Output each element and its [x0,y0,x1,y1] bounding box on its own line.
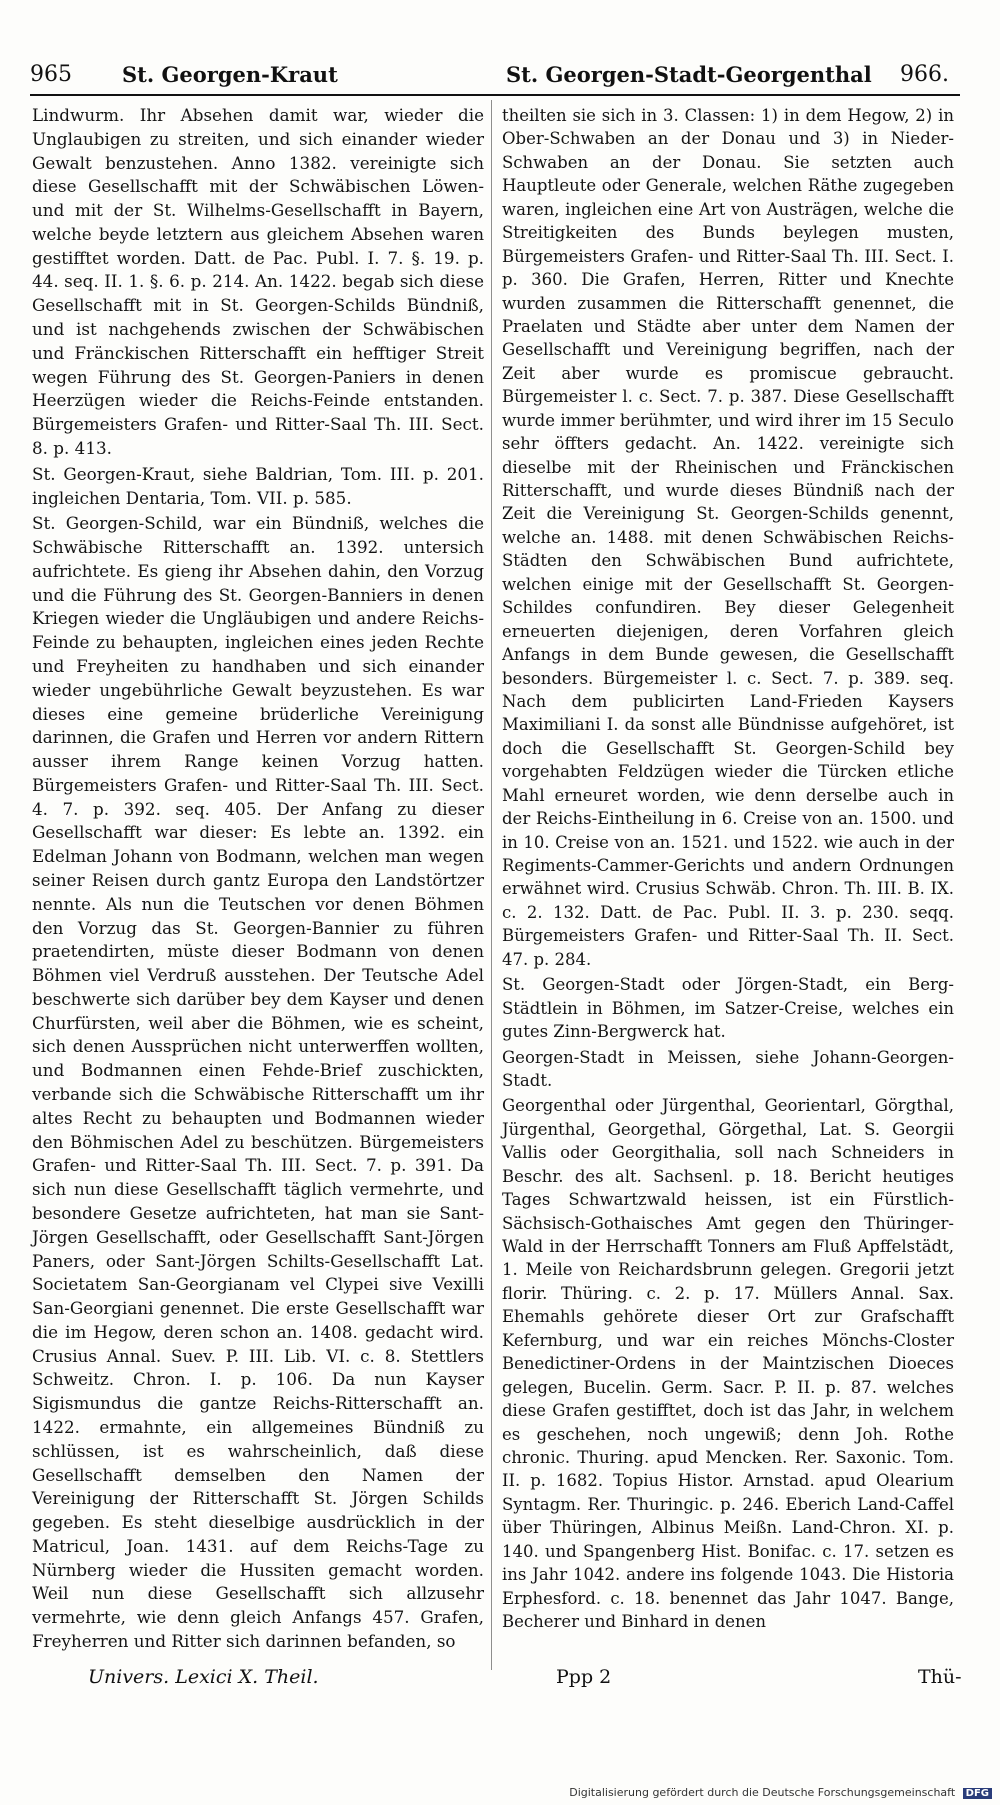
right-page-number: 966. [900,62,949,87]
right-running-title: St. Georgen-Stadt-Georgenthal [506,62,872,87]
entry-georgen-stadt-meissen: Georgen-Stadt in Meissen, siehe Johann-Georgen-Stadt. [502,1047,954,1090]
column-divider [491,100,492,1670]
left-text-column [32,104,484,1654]
entry-st-georgen-kraut: St. Georgen-Kraut, siehe Baldrian, Tom. III. p. 201. ingleichen Dentaria, Tom. VII. p. 585. [32,463,484,508]
right-text-column [502,104,954,1633]
dfg-logo-icon: DFG [963,1788,992,1799]
digitization-credit [569,1786,992,1799]
right-page-header [500,62,960,98]
footer-signature: Ppp 2 [556,1666,612,1688]
credit-text: Digitalisierung gefördert durch die Deutsche Forschungsgemeinschaft [569,1786,956,1799]
left-page-header [30,62,492,98]
footer-volume: Univers. Lexici X. Theil. [88,1666,319,1688]
footer-catchword: Thü- [918,1666,962,1688]
header-rule [30,94,960,96]
paragraph: Lindwurm. Ihr Absehen damit war, wieder die Unglaubigen zu streiten, und sich einander wieder Gewalt benzustehen. Anno 1382. vereinigte sich diese Gesellschafft mit der Schwäbischen Löwen- und mit der St. Wilhelms-Gesellschafft in Bayern, welche beyde letztern aus gleichem Absehen waren gestifftet worden. Datt. de Pac. Publ. I. 7. §. 19. p. 44. seq. II. 1. §. 6. p. 214. An. 1422. begab sich diese Gesellschafft mit in St. Georgen-Schilds Bündniß, und ist nachgehends zwischen der Schwäbischen und Fränckischen Ritterschafft ein hefftiger Streit wegen Führung des St. Georgen-Paniers in denen Heerzügen wieder die Reichs-Feinde entstanden. Bürgemeisters Grafen- und Ritter-Saal Th. III. Sect. 8. p. 413. [32,105,484,458]
entry-georgenthal: Georgenthal oder Jürgenthal, Georientarl, Görgthal, Jürgenthal, Georgethal, Görgethal, Lat. S. Georgii Vallis oder Georgithalia, soll nach Schneiders in Beschr. des alt. Sachsenl. p. 18. Bericht heutiges Tages Schwartzwald heissen, ist ein Fürstlich-Sächsisch-Gothaisches Amt gegen den Thüringer-Wald in der Herrschafft Tonners am Fluß Apffelstädt, 1. Meile von Reichardsbrunn gelegen. Gregorii jetzt florir. Thüring. c. 2. p. 17. Müllers Annal. Sax. Ehemahls gehörete dieser Ort zur Grafschafft Kefernburg, und war ein reiches Mönchs-Closter Benedictiner-Ordens in der Maintzischen Dioeces gelegen, Bucelin. Germ. Sacr. P. II. p. 87. welches diese Grafen gestifftet, doch ist das Jahr, in welchem es geschehen, noch ungewiß; denn Joh. Rothe chronic. Thuring. apud Mencken. Rer. Saxonic. Tom. II. p. 1682. Topius Histor. Arnstad. apud Olearium Syntagm. Rer. Thuringic. p. 246. Eberich Land-Caffel über Thüringen, Albinus Meißn. Land-Chron. XI. p. 140. und Spangenberg Hist. Bonifac. c. 17. setzen es ins Jahr 1042. andere ins folgende 1043. Die Historia Erphesford. c. 18. benennet das Jahr 1047. Bange, Becherer und Binhard in denen [502,1096,954,1631]
left-running-title: St. Georgen-Kraut [122,62,338,87]
entry-st-georgen-schild: St. Georgen-Schild, war ein Bündniß, welches die Schwäbische Ritterschafft an. 1392. untersich aufrichtete. Es gieng ihr Absehen dahin, den Vorzug und die Führung des St. Georgen-Banniers in denen Kriegen wieder die Ungläubigen und andere Reichs-Feinde zu behaupten, ingleichen eines jeden Rechte und Freyheiten zu handhaben und sich einander wieder ungebührliche Gewalt beyzustehen. Es war dieses eine gemeine brüderliche Vereinigung darinnen, die Grafen und Herren vor andern Rittern ausser ihrem Range keinen Vorzug hatten. Bürgemeisters Grafen- und Ritter-Saal Th. III. Sect. 4. 7. p. 392. seq. 405. Der Anfang zu dieser Gesellschafft war dieser: Es lebte an. 1392. ein Edelman Johann von Bodmann, welchen man wegen seiner Reisen durch gantz Europa den Landstörtzer nennte. Als nun die Teutschen vor denen Böhmen den Vorzug das St. Georgen-Bannier zu führen praetendirten, müste dieser Bodmann von denen Böhmen viel Verdruß ausstehen. Der Teutsche Adel beschwerte sich darüber bey dem Kayser und denen Churfürsten, weil aber die Böhmen, wie es scheint, sich denen Aussprüchen nicht unterwerffen wollten, und Bodmannen einen Fehde-Brief zuschickten, verbande sich die Schwäbische Ritterschafft um ihr altes Recht zu behaupten und Bodmannen wieder den Böhmischen Adel zu beschützen. Bürgemeisters Grafen- und Ritter-Saal Th. III. Sect. 7. p. 391. Da sich nun diese Gesellschafft täglich vermehrte, und besondere Gesetze aufrichteten, hat man sie Sant-Jörgen Gesellschafft, oder Gesellschafft Sant-Jörgen Paners, oder Sant-Jörgen Schilts-Gesellschafft Lat. Societatem San-Georgianam vel Clypei sive Vexilli San-Georgiani genennet. Die erste Gesellschafft war die im Hegow, deren schon an. 1408. gedacht wird. Crusius Annal. Suev. P. III. Lib. VI. c. 8. Stettlers Schweitz. Chron. I. p. 106. Da nun Kayser Sigismundus die gantze Reichs-Ritterschafft an. 1422. ermahnte, ein allgemeines Bündniß zu schlüssen, ist es wahrscheinlich, daß diese Gesellschafft demselben den Namen der Vereinigung der Ritterschafft St. Jörgen Schilds gegeben. Es steht dieselbige ausdrücklich in der Matricul, Joan. 1431. auf dem Reichs-Tage zu Nürnberg wieder die Hussiten gemacht worden. Weil nun diese Gesellschafft sich allzusehr vermehrte, wie denn gleich Anfangs 457. Grafen, Freyherren und Ritter sich darinnen befanden, so [32,513,484,1651]
left-page-number: 965 [30,62,72,87]
paragraph: theilten sie sich in 3. Classen: 1) in dem Hegow, 2) in Ober-Schwaben an der Donau und 3) in Nieder-Schwaben an der Donau. Sie setzten auch Hauptleute oder Generale, welchen Räthe zugegeben waren, ingleichen eine Art von Austrägen, welche die Streitigkeiten des Bunds beylegen musten, Bürgemeisters Grafen- und Ritter-Saal Th. III. Sect. I. p. 360. Die Grafen, Herren, Ritter und Knechte wurden zusammen die Ritterschafft genennet, die Praelaten und Städte aber unter dem Namen der Gesellschafft und Vereinigung begriffen, nach der Zeit aber wurde es promiscue gebraucht. Bürgemeister l. c. Sect. 7. p. 387. Diese Gesellschafft wurde immer berühmter, und wird ihrer im 15 Seculo sehr öffters gedacht. An. 1422. vereinigte sich dieselbe mit der Rheinischen und Fränckischen Ritterschafft, und wurde dieses Bündniß nach der Zeit die Vereinigung St. Georgen-Schilds genennt, welche an. 1488. mit denen Schwäbischen Reichs-Städten den Schwäbischen Bund aufrichtete, welchen einige mit der Gesellschafft St. Georgen-Schildes confundiren. Bey dieser Gelegenheit erneuerten diejenigen, deren Vorfahren gleich Anfangs in dem Bunde gewesen, die Gesellschafft besonders. Bürgemeister l. c. Sect. 7. p. 389. seq. Nach dem publicirten Land-Frieden Kaysers Maximiliani I. da sonst alle Bündnisse aufgehöret, ist doch die Gesellschafft St. Georgen-Schild bey vorgehabten Feldzügen wieder die Türcken etliche Mahl erneuret worden, wie denn derselbe auch in der Reichs-Eintheilung in 6. Creise von an. 1500. und in 10. Creise von an. 1521. und 1522. wie auch in der Regiments-Cammer-Gerichts und andern Ordnungen erwähnet wird. Crusius Schwäb. Chron. Th. III. B. IX. c. 2. 132. Datt. de Pac. Publ. II. 3. p. 230. seqq. Bürgemeisters Grafen- und Ritter-Saal Th. II. Sect. 47. p. 284. [502,106,954,969]
entry-st-georgen-stadt: St. Georgen-Stadt oder Jörgen-Stadt, ein Berg-Städtlein in Böhmen, im Satzer-Creise, welches ein gutes Zinn-Bergwerck hat. [502,975,954,1042]
